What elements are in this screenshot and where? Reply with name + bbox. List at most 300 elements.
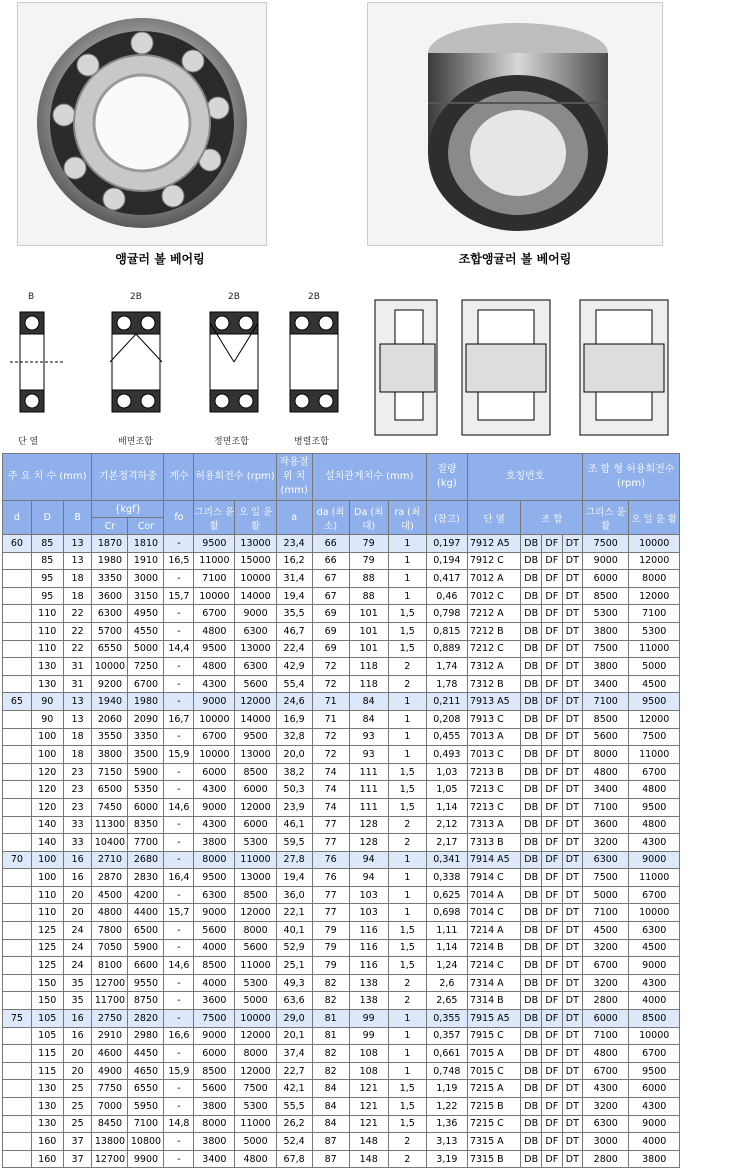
cell-da: 74 bbox=[312, 781, 349, 799]
cell-D: 110 bbox=[31, 904, 63, 922]
cell-n: 7015 C bbox=[467, 1062, 520, 1080]
cell-ra: 1 bbox=[388, 552, 426, 570]
cell-o2: 5000 bbox=[629, 658, 680, 676]
cell-ra: 2 bbox=[388, 675, 426, 693]
cell-m: 0,197 bbox=[426, 535, 467, 553]
table-row bbox=[3, 658, 680, 676]
cell-Cr: 6300 bbox=[92, 605, 128, 623]
cell-o: 6000 bbox=[235, 816, 276, 834]
cell-d bbox=[3, 675, 32, 693]
cell-fo: - bbox=[164, 1045, 194, 1063]
cell-g: 4000 bbox=[194, 974, 235, 992]
cell-ra: 1,5 bbox=[388, 763, 426, 781]
cell-g2: 4800 bbox=[583, 763, 629, 781]
cell-n: 7913 C bbox=[467, 710, 520, 728]
cell-o: 5300 bbox=[235, 834, 276, 852]
cell-da: 82 bbox=[312, 1045, 349, 1063]
cell-da: 74 bbox=[312, 763, 349, 781]
cell-pair-code: DB bbox=[521, 922, 542, 940]
cell-D: 95 bbox=[31, 587, 63, 605]
cell-pair-code: DB bbox=[521, 570, 542, 588]
cell-da: 79 bbox=[312, 957, 349, 975]
cell-fo: 16,5 bbox=[164, 552, 194, 570]
cell-g: 7100 bbox=[194, 570, 235, 588]
cell-da: 71 bbox=[312, 710, 349, 728]
cell-Cor: 6500 bbox=[128, 922, 164, 940]
cell-Cr: 8450 bbox=[92, 1115, 128, 1133]
cell-a: 23,9 bbox=[276, 798, 312, 816]
cell-g2: 7500 bbox=[583, 640, 629, 658]
table-row bbox=[3, 1027, 680, 1045]
cell-m: 0,338 bbox=[426, 869, 467, 887]
cell-a: 52,4 bbox=[276, 1133, 312, 1151]
cell-g2: 2800 bbox=[583, 1150, 629, 1168]
cell-g: 10000 bbox=[194, 710, 235, 728]
cell-fo: 15,9 bbox=[164, 746, 194, 764]
cell-n: 7915 A5 bbox=[467, 1010, 520, 1028]
hdr-d: d bbox=[3, 501, 32, 535]
cell-d bbox=[3, 622, 32, 640]
cell-m: 0,46 bbox=[426, 587, 467, 605]
cell-g: 6000 bbox=[194, 1045, 235, 1063]
cell-n: 7212 B bbox=[467, 622, 520, 640]
cell-Da: 118 bbox=[349, 658, 388, 676]
cell-Da: 88 bbox=[349, 587, 388, 605]
cell-d: 75 bbox=[3, 1010, 32, 1028]
cell-d bbox=[3, 728, 32, 746]
cell-pair-code: DT bbox=[562, 1062, 583, 1080]
cell-Da: 138 bbox=[349, 974, 388, 992]
cell-ra: 1,5 bbox=[388, 939, 426, 957]
cell-m: 0,455 bbox=[426, 728, 467, 746]
cell-fo: - bbox=[164, 675, 194, 693]
cell-o: 8000 bbox=[235, 922, 276, 940]
cell-pair-code: DT bbox=[562, 710, 583, 728]
cell-Cor: 5950 bbox=[128, 1098, 164, 1116]
cell-Cr: 13800 bbox=[92, 1133, 128, 1151]
cell-m: 2,6 bbox=[426, 974, 467, 992]
cell-o: 8000 bbox=[235, 1045, 276, 1063]
cell-D: 100 bbox=[31, 746, 63, 764]
cell-ra: 1 bbox=[388, 693, 426, 711]
cell-g2: 6700 bbox=[583, 957, 629, 975]
cell-Da: 79 bbox=[349, 535, 388, 553]
cell-ra: 2 bbox=[388, 834, 426, 852]
cell-a: 59,5 bbox=[276, 834, 312, 852]
cell-g: 9000 bbox=[194, 1027, 235, 1045]
cell-d bbox=[3, 1098, 32, 1116]
cell-fo: - bbox=[164, 1080, 194, 1098]
cell-n: 7214 C bbox=[467, 957, 520, 975]
hdr-D: D bbox=[31, 501, 63, 535]
cell-d bbox=[3, 746, 32, 764]
angular-ball-bearing-photo bbox=[17, 2, 267, 246]
hdr-single: 단 열 bbox=[467, 501, 520, 535]
cell-d bbox=[3, 605, 32, 623]
cell-o2: 9500 bbox=[629, 693, 680, 711]
cell-ra: 1 bbox=[388, 710, 426, 728]
cell-Cor: 8350 bbox=[128, 816, 164, 834]
cell-da: 76 bbox=[312, 869, 349, 887]
cell-o2: 4000 bbox=[629, 992, 680, 1010]
cell-pair-code: DF bbox=[541, 535, 562, 553]
cell-n: 7314 A bbox=[467, 974, 520, 992]
cell-Da: 103 bbox=[349, 904, 388, 922]
cell-pair-code: DB bbox=[521, 728, 542, 746]
cell-n: 7012 C bbox=[467, 587, 520, 605]
tandem-label: 병렬조합 bbox=[294, 437, 329, 447]
cell-g: 8000 bbox=[194, 1115, 235, 1133]
cell-pair-code: DB bbox=[521, 746, 542, 764]
cell-d bbox=[3, 869, 32, 887]
hdr-ra: ra (최대) bbox=[388, 501, 426, 535]
cell-g: 6700 bbox=[194, 605, 235, 623]
cell-g2: 3000 bbox=[583, 1133, 629, 1151]
cell-a: 19,4 bbox=[276, 869, 312, 887]
cell-g2: 5600 bbox=[583, 728, 629, 746]
cell-fo: - bbox=[164, 622, 194, 640]
cell-n: 7313 B bbox=[467, 834, 520, 852]
cell-Cr: 3800 bbox=[92, 746, 128, 764]
dim-2B-back: 2B bbox=[130, 292, 142, 302]
cell-a: 23,4 bbox=[276, 535, 312, 553]
cell-g: 8000 bbox=[194, 851, 235, 869]
cell-fo: - bbox=[164, 851, 194, 869]
table-row bbox=[3, 939, 680, 957]
cell-m: 0,211 bbox=[426, 693, 467, 711]
cell-Cr: 4900 bbox=[92, 1062, 128, 1080]
cell-n: 7212 C bbox=[467, 640, 520, 658]
cell-o: 7500 bbox=[235, 1080, 276, 1098]
cell-Cor: 6550 bbox=[128, 1080, 164, 1098]
cell-pair-code: DB bbox=[521, 1133, 542, 1151]
cell-Da: 128 bbox=[349, 816, 388, 834]
cell-Cor: 5900 bbox=[128, 939, 164, 957]
cell-Da: 94 bbox=[349, 851, 388, 869]
cell-fo: 15,7 bbox=[164, 587, 194, 605]
cell-Cr: 5700 bbox=[92, 622, 128, 640]
cell-Da: 101 bbox=[349, 640, 388, 658]
cell-n: 7215 B bbox=[467, 1098, 520, 1116]
cell-g2: 4800 bbox=[583, 1045, 629, 1063]
cell-o2: 6300 bbox=[629, 922, 680, 940]
cell-ra: 1 bbox=[388, 904, 426, 922]
cell-o2: 8500 bbox=[629, 1010, 680, 1028]
cell-pair-code: DF bbox=[541, 869, 562, 887]
cell-o2: 6700 bbox=[629, 1045, 680, 1063]
cell-fo: - bbox=[164, 781, 194, 799]
cell-g2: 4300 bbox=[583, 1080, 629, 1098]
cell-pair-code: DF bbox=[541, 640, 562, 658]
table-row bbox=[3, 816, 680, 834]
cell-o2: 6000 bbox=[629, 1080, 680, 1098]
cell-a: 16,9 bbox=[276, 710, 312, 728]
cell-Da: 116 bbox=[349, 922, 388, 940]
cell-ra: 2 bbox=[388, 1133, 426, 1151]
cell-Da: 93 bbox=[349, 728, 388, 746]
table-row bbox=[3, 781, 680, 799]
cell-pair-code: DF bbox=[541, 587, 562, 605]
single-row-label: 단 열 bbox=[18, 437, 39, 447]
cell-B: 20 bbox=[63, 1062, 92, 1080]
cell-m: 0,355 bbox=[426, 1010, 467, 1028]
cell-d: 60 bbox=[3, 535, 32, 553]
hdr-allow-rpm: 허용회전수 (rpm) bbox=[194, 454, 276, 501]
cell-pair-code: DB bbox=[521, 1010, 542, 1028]
cell-fo: - bbox=[164, 728, 194, 746]
face-to-face-label: 정면조합 bbox=[214, 437, 249, 447]
cell-m: 0,661 bbox=[426, 1045, 467, 1063]
cell-pair-code: DB bbox=[521, 693, 542, 711]
cell-d bbox=[3, 587, 32, 605]
cell-g2: 7100 bbox=[583, 693, 629, 711]
cell-n: 7013 A bbox=[467, 728, 520, 746]
cell-g2: 5300 bbox=[583, 605, 629, 623]
cell-o2: 10000 bbox=[629, 904, 680, 922]
cell-o: 6000 bbox=[235, 781, 276, 799]
table-row bbox=[3, 957, 680, 975]
cell-m: 1,78 bbox=[426, 675, 467, 693]
cell-a: 20,0 bbox=[276, 746, 312, 764]
cell-Cr: 11700 bbox=[92, 992, 128, 1010]
cell-da: 69 bbox=[312, 640, 349, 658]
table-row bbox=[3, 1010, 680, 1028]
hdr-grease2: 그리스 윤 활 bbox=[583, 501, 629, 535]
cell-fo: - bbox=[164, 992, 194, 1010]
cell-m: 1,14 bbox=[426, 798, 467, 816]
cell-g2: 8500 bbox=[583, 710, 629, 728]
cell-o: 8500 bbox=[235, 763, 276, 781]
cell-o2: 12000 bbox=[629, 710, 680, 728]
cell-d bbox=[3, 710, 32, 728]
cell-fo: - bbox=[164, 922, 194, 940]
cell-Cor: 1810 bbox=[128, 535, 164, 553]
cell-D: 85 bbox=[31, 552, 63, 570]
cell-D: 115 bbox=[31, 1062, 63, 1080]
cell-o: 12000 bbox=[235, 798, 276, 816]
cell-o2: 4800 bbox=[629, 781, 680, 799]
cell-Da: 93 bbox=[349, 746, 388, 764]
cell-pair-code: DB bbox=[521, 816, 542, 834]
cell-g2: 8500 bbox=[583, 587, 629, 605]
cell-Cr: 2910 bbox=[92, 1027, 128, 1045]
paired-angular-ball-bearing-photo bbox=[367, 2, 663, 246]
cell-g2: 4500 bbox=[583, 922, 629, 940]
cell-ra: 1,5 bbox=[388, 1115, 426, 1133]
cell-da: 87 bbox=[312, 1150, 349, 1168]
cell-o: 5000 bbox=[235, 992, 276, 1010]
cell-pair-code: DT bbox=[562, 640, 583, 658]
cell-Da: 103 bbox=[349, 886, 388, 904]
cell-pair-code: DT bbox=[562, 675, 583, 693]
cell-pair-code: DB bbox=[521, 869, 542, 887]
cell-g: 10000 bbox=[194, 746, 235, 764]
cell-pair-code: DF bbox=[541, 1010, 562, 1028]
cell-Da: 94 bbox=[349, 869, 388, 887]
table-row bbox=[3, 622, 680, 640]
cell-a: 25,1 bbox=[276, 957, 312, 975]
cell-a: 36,0 bbox=[276, 886, 312, 904]
cell-pair-code: DT bbox=[562, 957, 583, 975]
cell-n: 7915 C bbox=[467, 1027, 520, 1045]
cell-d bbox=[3, 974, 32, 992]
cell-B: 16 bbox=[63, 851, 92, 869]
cell-Da: 84 bbox=[349, 710, 388, 728]
cell-g2: 5000 bbox=[583, 886, 629, 904]
cell-g: 7500 bbox=[194, 1010, 235, 1028]
cell-Cor: 5350 bbox=[128, 781, 164, 799]
table-row bbox=[3, 535, 680, 553]
cell-D: 125 bbox=[31, 922, 63, 940]
cell-pair-code: DB bbox=[521, 904, 542, 922]
cell-a: 35,5 bbox=[276, 605, 312, 623]
cell-m: 1,14 bbox=[426, 939, 467, 957]
cell-B: 20 bbox=[63, 886, 92, 904]
cell-pair-code: DF bbox=[541, 622, 562, 640]
cell-m: 1,03 bbox=[426, 763, 467, 781]
cell-d bbox=[3, 992, 32, 1010]
cell-da: 72 bbox=[312, 746, 349, 764]
hdr-load-point: 작용점 위 치 (mm) bbox=[276, 454, 312, 501]
cell-g: 9000 bbox=[194, 693, 235, 711]
cell-da: 74 bbox=[312, 798, 349, 816]
cell-ra: 1 bbox=[388, 570, 426, 588]
hdr-a: a bbox=[276, 501, 312, 535]
cell-Cr: 2060 bbox=[92, 710, 128, 728]
cell-Da: 108 bbox=[349, 1062, 388, 1080]
cell-g2: 3600 bbox=[583, 816, 629, 834]
cell-m: 0,748 bbox=[426, 1062, 467, 1080]
cell-n: 7315 A bbox=[467, 1133, 520, 1151]
cell-Cr: 7150 bbox=[92, 763, 128, 781]
cell-a: 46,1 bbox=[276, 816, 312, 834]
cell-o2: 4300 bbox=[629, 974, 680, 992]
cell-n: 7213 C bbox=[467, 798, 520, 816]
cell-D: 130 bbox=[31, 658, 63, 676]
table-row bbox=[3, 1115, 680, 1133]
cell-d bbox=[3, 1045, 32, 1063]
cell-pair-code: DF bbox=[541, 781, 562, 799]
cell-fo: - bbox=[164, 763, 194, 781]
cell-o: 6300 bbox=[235, 622, 276, 640]
cell-Cor: 4550 bbox=[128, 622, 164, 640]
cell-D: 110 bbox=[31, 886, 63, 904]
cell-d bbox=[3, 781, 32, 799]
cell-fo: - bbox=[164, 605, 194, 623]
table-row bbox=[3, 1062, 680, 1080]
cell-pair-code: DF bbox=[541, 552, 562, 570]
cell-pair-code: DT bbox=[562, 622, 583, 640]
cell-da: 77 bbox=[312, 834, 349, 852]
cell-a: 42,9 bbox=[276, 658, 312, 676]
cell-Cor: 2090 bbox=[128, 710, 164, 728]
cell-da: 84 bbox=[312, 1080, 349, 1098]
cell-Cor: 1910 bbox=[128, 552, 164, 570]
cell-pair-code: DT bbox=[562, 587, 583, 605]
cell-d bbox=[3, 763, 32, 781]
cell-g: 3400 bbox=[194, 1150, 235, 1168]
cell-pair-code: DF bbox=[541, 1027, 562, 1045]
cell-Cor: 3150 bbox=[128, 587, 164, 605]
cell-pair-code: DF bbox=[541, 957, 562, 975]
cell-a: 26,2 bbox=[276, 1115, 312, 1133]
cell-g2: 3800 bbox=[583, 622, 629, 640]
table-row bbox=[3, 763, 680, 781]
cell-da: 72 bbox=[312, 728, 349, 746]
bearing-cross-section-diagrams bbox=[0, 282, 750, 452]
cell-m: 2,12 bbox=[426, 816, 467, 834]
cell-g: 3800 bbox=[194, 834, 235, 852]
cell-o2: 10000 bbox=[629, 1027, 680, 1045]
cell-d bbox=[3, 570, 32, 588]
table-row bbox=[3, 552, 680, 570]
cell-g2: 7100 bbox=[583, 798, 629, 816]
cell-o: 8500 bbox=[235, 886, 276, 904]
cell-Da: 99 bbox=[349, 1027, 388, 1045]
cell-o2: 4300 bbox=[629, 834, 680, 852]
cell-B: 35 bbox=[63, 974, 92, 992]
cell-Da: 111 bbox=[349, 763, 388, 781]
cell-d bbox=[3, 886, 32, 904]
cell-B: 23 bbox=[63, 763, 92, 781]
cell-Da: 121 bbox=[349, 1098, 388, 1116]
cell-pair-code: DF bbox=[541, 1115, 562, 1133]
cell-D: 105 bbox=[31, 1010, 63, 1028]
cell-Cr: 8100 bbox=[92, 957, 128, 975]
cell-d bbox=[3, 922, 32, 940]
cell-ra: 2 bbox=[388, 816, 426, 834]
dim-2B-face: 2B bbox=[228, 292, 240, 302]
cell-ra: 1 bbox=[388, 746, 426, 764]
cell-B: 18 bbox=[63, 570, 92, 588]
cell-pair-code: DT bbox=[562, 1133, 583, 1151]
cell-g2: 6000 bbox=[583, 1010, 629, 1028]
cell-a: 31,4 bbox=[276, 570, 312, 588]
table-row bbox=[3, 974, 680, 992]
cell-d bbox=[3, 1062, 32, 1080]
cell-Cr: 2750 bbox=[92, 1010, 128, 1028]
cell-Cor: 6600 bbox=[128, 957, 164, 975]
cell-Cr: 2870 bbox=[92, 869, 128, 887]
cell-Da: 138 bbox=[349, 992, 388, 1010]
cell-Da: 116 bbox=[349, 957, 388, 975]
cell-a: 50,3 bbox=[276, 781, 312, 799]
cell-pair-code: DT bbox=[562, 552, 583, 570]
cell-pair-code: DF bbox=[541, 974, 562, 992]
cell-Cor: 7100 bbox=[128, 1115, 164, 1133]
cell-g: 4300 bbox=[194, 781, 235, 799]
cell-o2: 6700 bbox=[629, 886, 680, 904]
cell-B: 18 bbox=[63, 728, 92, 746]
cell-B: 13 bbox=[63, 710, 92, 728]
cell-ra: 2 bbox=[388, 658, 426, 676]
cell-g: 4800 bbox=[194, 622, 235, 640]
table-row bbox=[3, 693, 680, 711]
cell-o2: 9000 bbox=[629, 1115, 680, 1133]
cell-Cor: 4200 bbox=[128, 886, 164, 904]
cell-Cor: 2830 bbox=[128, 869, 164, 887]
cell-ra: 1,5 bbox=[388, 781, 426, 799]
cell-o2: 11000 bbox=[629, 869, 680, 887]
cell-Cr: 7050 bbox=[92, 939, 128, 957]
cell-m: 1,74 bbox=[426, 658, 467, 676]
cell-pair-code: DB bbox=[521, 535, 542, 553]
cell-o: 5600 bbox=[235, 675, 276, 693]
cell-n: 7914 C bbox=[467, 869, 520, 887]
cell-pair-code: DT bbox=[562, 763, 583, 781]
cell-o: 9000 bbox=[235, 605, 276, 623]
cell-m: 1,36 bbox=[426, 1115, 467, 1133]
